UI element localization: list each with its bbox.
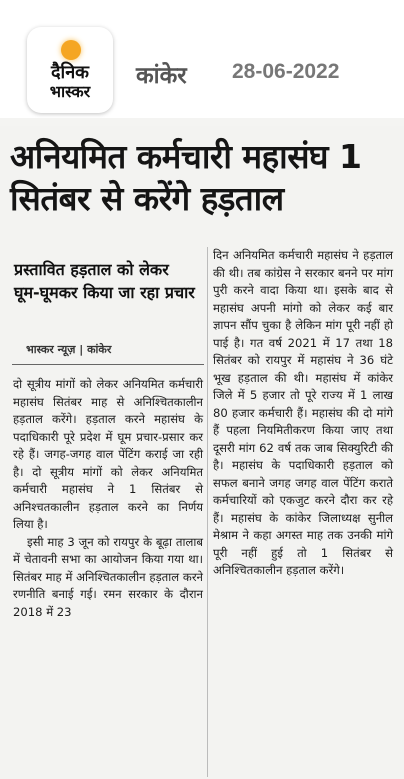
sun-icon bbox=[61, 40, 81, 60]
article-column-left bbox=[13, 376, 203, 621]
logo-text-line2: भास्कर bbox=[49, 82, 91, 101]
logo-text-line1: दैनिक bbox=[50, 62, 90, 83]
byline-divider bbox=[12, 364, 204, 365]
app-header bbox=[0, 0, 404, 118]
left-paragraph-1: दो सूत्रीय मांगों को लेकर अनियमित कर्मचारी महासंघ सितंबर माह से अनिश्चितकालीन हड़ताल करेंगे। हड़ताल करने महासंघ के पदाधिकारी पूरे प्रदेश में घूम प्रचार-प्रसार कर रहे हैं। जगह-जगह वाल पेंटिंग कराई जा रही है। दो सूत्रीय मांगों को लेकर अनियमित कर्मचारी महासंघ ने 1 सितंबर से अनिश्चतकालीन हड़ताल करने का निर्णय लिया है। bbox=[13, 377, 203, 531]
column-divider bbox=[207, 247, 208, 777]
newspaper-clipping bbox=[0, 126, 404, 779]
right-paragraph: दिन अनियमित कर्मचारी महासंघ ने हड़ताल की थी। तब कांग्रेस ने सरकार बनने पर मांग पुरी करने वादा किया था। इसके बाद से महासंघ अपनी मांगो को लेकर कई बार ज्ञापन सौंप चुका है लेकिन मांग पूरी नहीं हो पाई है। गत वर्ष 2021 में 17 तथा 18 सितंबर को रायपुर में महासंघ ने 36 घंटे भूख हड़ताल की थी। महासंघ में कांकेर जिले में 5 हजार तो पूरे राज्य में 1 लाख 80 हजार कर्मचारी हैं। महासंघ की दो मांगे हैं पहला नियमितीकरण किया जाए तथा दूसरी मांग 62 वर्ष तक जाब सिक्युरिटी की है। महासंघ के पदाधिकारी हड़ताल को सफल बनाने जगह जगह वाल पेंटिंग कराते कर्मचारियों को एकजुट करने दौरा कर रहे हैं। महासंघ के कांकेर जिलाध्यक्ष सुनील मेश्राम ने कहा अगस्त माह तक उनकी मांगे पूरी नहीं हुई तो 1 सितंबर से अनिश्चितकालीन हड़ताल करेंगे। bbox=[213, 248, 393, 577]
article-subheadline: प्रस्तावित हड़ताल को लेकर घूम-घूमकर किया जा रहा प्रचार bbox=[14, 260, 195, 302]
edition-city: कांकेर bbox=[136, 63, 187, 89]
article-byline: भास्कर न्यूज़ | कांकेर bbox=[26, 343, 112, 356]
edition-date: 28-06-2022 bbox=[232, 60, 340, 83]
article-headline: अनियमित कर्मचारी महासंघ 1 सितंबर से करेंगे हड़ताल bbox=[10, 137, 362, 218]
left-paragraph-2: इसी माह 3 जून को रायपुर के बूढ़ा तालाब में चेतावनी सभा का आयोजन किया गया था। सितंबर माह में अनिश्चितकालीन हड़ताल करने रणनीति बनाई गई। रमन सरकार के दौरान 2018 में 23 bbox=[13, 534, 203, 619]
dainik-bhaskar-logo[interactable] bbox=[27, 27, 113, 113]
article-column-right bbox=[213, 247, 393, 580]
